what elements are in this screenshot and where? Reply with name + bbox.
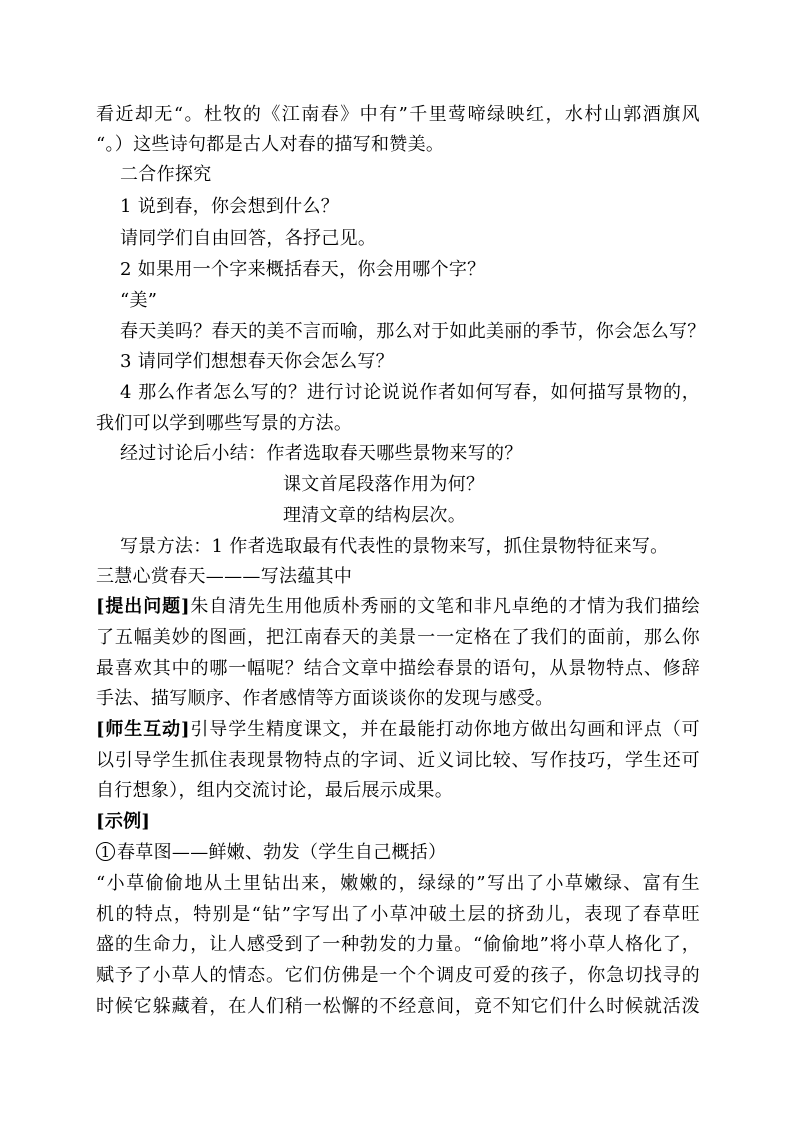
text-line: 自行想象），组内交流讨论，最后展示成果。 — [96, 780, 453, 801]
text-span: 朱自清先生用他质朴秀丽的文笔和非凡卓绝的才情为我们描绘 — [189, 596, 700, 617]
example-label: [示例] — [96, 811, 151, 832]
text-line: 课文首尾段落作用为何？ — [283, 474, 485, 495]
text-line: 经过讨论后小结：作者选取春天哪些景物来写的？ — [120, 443, 523, 464]
label-hudong: [师生互动] — [96, 719, 190, 740]
text-line: 2 如果用一个字来概括春天，你会用哪个字？ — [120, 259, 486, 280]
text-line: 盛的生命力，让人感受到了一种勃发的力量。“偷偷地”将小草人格化了， — [96, 934, 700, 955]
text-line: 手法、描写顺序、作者感情等方面谈谈你的发现与感受。 — [96, 688, 554, 709]
text-line: 3 请同学们想想春天你会怎么写？ — [120, 351, 394, 372]
label-tichu: [提出问题] — [96, 596, 190, 617]
text-line: 请同学们自由回答，各抒己见。 — [120, 228, 377, 249]
text-line — [96, 719, 700, 741]
text-line: “小草偷偷地从土里钻出来，嫩嫩的，绿绿的”写出了小草嫩绿、富有生 — [96, 873, 700, 894]
text-line: 机的特点，特别是“钻”字写出了小草冲破土层的挤劲儿，表现了春草旺 — [96, 904, 700, 925]
section-heading: 二合作探究 — [120, 164, 212, 185]
text-line: 时候它躲藏着，在人们稍一松懈的不经意间，竟不知它们什么时候就活泼 — [96, 996, 700, 1017]
text-line: 赋予了小草人的情态。它们仿佛是一个个调皮可爱的孩子，你急切找寻的 — [96, 965, 700, 986]
text-line — [96, 842, 446, 864]
text-line: 我们可以学到哪些写景的方法。 — [96, 413, 353, 434]
text-line — [96, 596, 700, 618]
text-line: “美” — [120, 290, 158, 311]
text-line: 春天美吗？春天的美不言而喻，那么对于如此美丽的季节，你会怎么写？ — [120, 321, 706, 342]
section-heading: 三慧心赏春天———写法蕴其中 — [96, 566, 353, 587]
text-span: 引导学生精度课文，并在最能打动你地方做出勾画和评点（可 — [189, 719, 700, 740]
circled-number: 1 — [96, 842, 115, 861]
text-line: 理清文章的结构层次。 — [283, 505, 466, 526]
text-line: 写景方法：1 作者选取最有代表性的景物来写，抓住景物特征来写。 — [120, 536, 669, 557]
text-line: 以引导学生抓住表现景物特点的字词、近义词比较、写作技巧，学生还可 — [96, 750, 700, 771]
text-line: 了五幅美妙的图画，把江南春天的美景一一定格在了我们的面前，那么你 — [96, 627, 700, 648]
text-span: 春草图——鲜嫩、勃发（学生自己概括） — [117, 842, 447, 863]
text-line: “。）这些诗句都是古人对春的描写和赞美。 — [96, 134, 445, 155]
text-line: 4 那么作者怎么写的？进行讨论说说作者如何写春，如何描写景物的， — [120, 382, 700, 403]
text-line: 看近却无“。杜牧的《江南春》中有”千里莺啼绿映红，水村山郭酒旗风 — [96, 104, 700, 125]
text-line: 1 说到春，你会想到什么？ — [120, 196, 340, 217]
text-line: 最喜欢其中的哪一幅呢？结合文章中描绘春景的语句，从景物特点、修辞 — [96, 658, 700, 679]
